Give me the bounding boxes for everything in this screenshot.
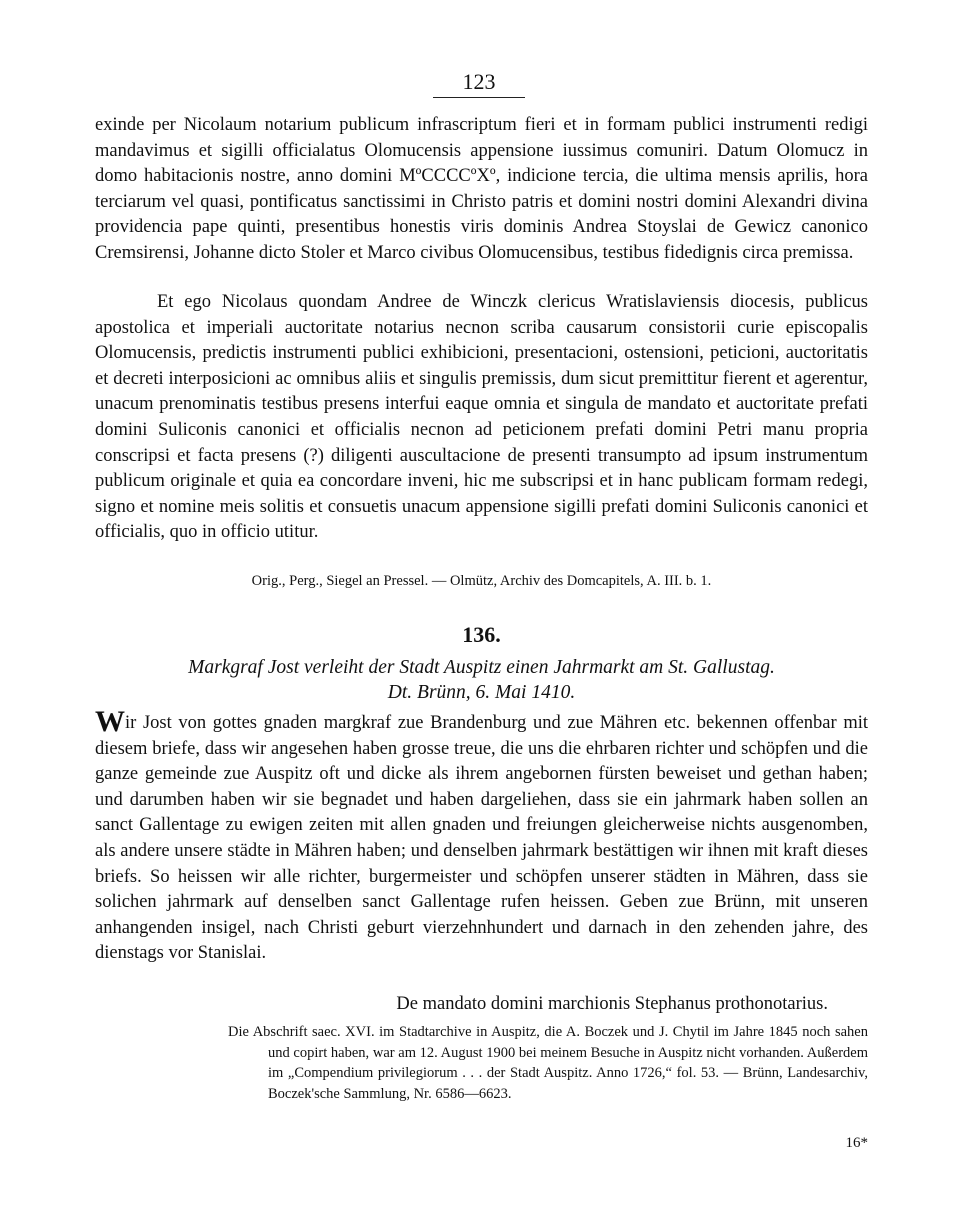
source-note-archive: Die Abschrift saec. XVI. im Stadtarchive in Auspitz, die A. Boczek und J. Chytil im Jahre 1845 noch sahen und copirt haben, war am 12. August 1900 bei meinem Besuche in Auspitz nicht vorhanden. Außerdem im „Compendium privilegiorum . . . der Stadt Auspitz. Anno 1726,“ fol. 53. — Brünn, Landesarchiv, Boczek'sche Sammlung, Nr. 6586—6623. (228, 1024, 868, 1102)
document-number: 136. (462, 622, 501, 647)
drop-capital: W (95, 705, 125, 738)
document-date: Dt. Brünn, 6. Mai 1410. (387, 682, 576, 703)
page-number-rule (433, 97, 525, 98)
charter-body: ir Jost von gottes gnaden margkraf zue Brandenburg und zue Mähren etc. bekennen offenbar mit diesem briefe, dass wir angesehen haben grosse treue, die uns die ehrbaren richter und schöpfen und die ganze gemeinde zue Auspitz oft und dicke als ihrem angebornen fürsten beweiset und gethan haben; und darumben haben wir sie begnadet und haben dargeliehen, dass sie ein jahrmark haben sollen an sanct Gallentage zu ewigen zeiten mit allen gnaden und freiungen gleicherweise nichts ausgenomben, als andere unsere städte in Mähren haben; und denselben jahrmark bestättigen wir ihnen mit kraft dieses briefs. So heissen wir alle richter, burgermeister und schöpfen unserer städten in Mähren, dass sie solichen jahrmark auf denselben sanct Gallentage rufen heissen. Geben zue Brünn, mit unseren anhangenden insigel, nach Christi geburt vierzehnhundert und darnach in den zehenden jahre, des dienstags vor Stanislai. (95, 713, 868, 964)
signature-mark: 16* (845, 1135, 868, 1151)
chancery-note: De mandato domini marchionis Stephanus prothonotarius. (396, 994, 828, 1014)
charter-text (95, 705, 868, 967)
paragraph-notary-attestation: Et ego Nicolaus quondam Andree de Winczk clericus Wratislaviensis diocesis, publicus apostolica et imperiali auctoritate notarius necnon scriba causarum consistorii curie episcopalis Olomucensis, predictis instrumenti publici exhibicioni, presentacioni, ostensioni, peticioni, auctoritatis et decreti interposicioni ac omnibus aliis et singulis premissis, dum sicut premittitur fierent et agerentur, unacum prenominatis testibus presens interfui eaque omnia et singula de mandato et auctoritate prefati domini Suliconis canonici et officialis necnon ad peticionem prefati domini Petri manu propria conscripsi et facta presens (?) diligenti auscultacione de presenti transumpto ad ipsum instrumentum publicum originale et quia ea concordare inveni, hic me subscripsi et in hanc publicam formam redegi, signo et nomine meis solitis et consuetis unacum appensione sigilli prefati domini Suliconis canonici et officialis, quo in officio utitur. (95, 292, 868, 543)
source-note: Orig., Perg., Siegel an Pressel. — Olmütz, Archiv des Domcapitels, A. III. b. 1. (251, 573, 712, 589)
document-heading: Markgraf Jost verleiht der Stadt Auspitz einen Jahrmarkt am St. Gallustag. (188, 657, 775, 678)
page-number: 123 (462, 69, 496, 94)
paragraph-continuation: exinde per Nicolaum notarium publicum infrascriptum fieri et in formam publici instrumenti redigi mandavimus et sigilli officialatus Olomucensis appensione iussimus comuniri. Datum Olomucz in domo habitacionis nostre, anno domini MºCCCCºXº, indicione tercia, die ultima mensis aprilis, hora terciarum vel quasi, pontificatus sanctissimi in Christo patris et domini nostri domini Alexandri divina providencia pape quinti, presentibus honestis viris dominis Andrea Stoyslai de Gewicz canonico Cremsirensi, Johanne dicto Stoler et Marco civibus Olomucensibus, testibus fidedignis circa premissa. (95, 115, 868, 263)
